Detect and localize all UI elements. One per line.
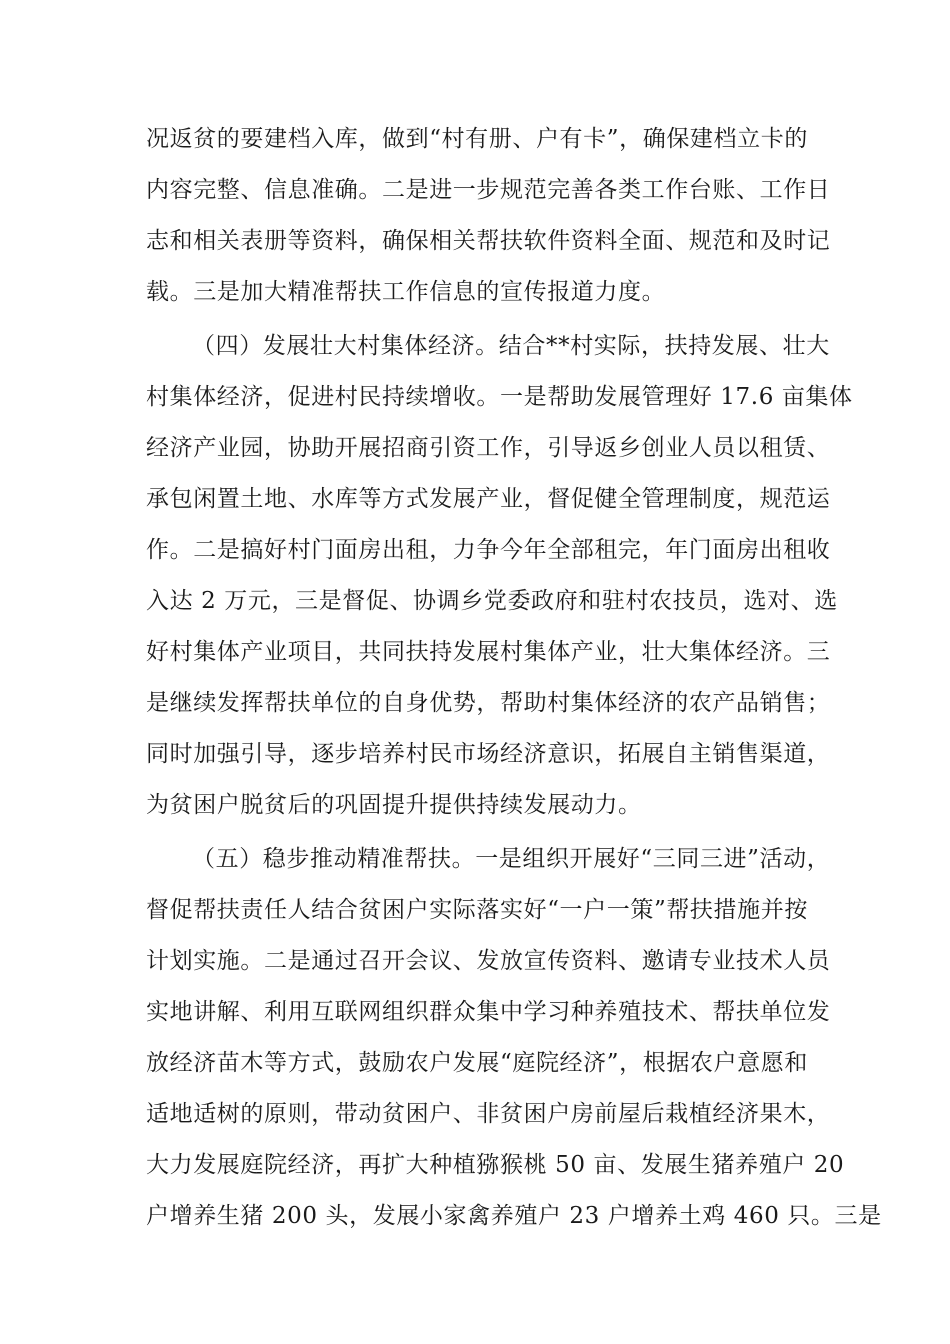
text-line: 经济产业园，协助开展招商引资工作，引导返乡创业人员以租赁、 xyxy=(146,435,831,461)
text-line: 作。二是搞好村门面房出租，力争今年全部租完，年门面房出租收 xyxy=(146,537,831,563)
text-line: 村集体经济，促进村民持续增收。一是帮助发展管理好 17.6 亩集体 xyxy=(146,384,853,410)
text-line: 适地适树的原则，带动贫困户、非贫困户房前屋后栽植经济果木， xyxy=(146,1101,831,1127)
text-line: 志和相关表册等资料，确保相关帮扶软件资料全面、规范和及时记 xyxy=(146,228,831,254)
text-line: 内容完整、信息准确。二是进一步规范完善各类工作台账、工作日 xyxy=(146,177,831,203)
text-line: 同时加强引导，逐步培养村民市场经济意识，拓展自主销售渠道， xyxy=(146,741,831,767)
text-line: 为贫困户脱贫后的巩固提升提供持续发展动力。 xyxy=(146,792,642,818)
text-line: 放经济苗木等方式，鼓励农户发展“庭院经济”，根据农户意愿和 xyxy=(146,1050,808,1076)
section-heading-line: （四）发展壮大村集体经济。结合**村实际，扶持发展、壮大 xyxy=(192,333,830,359)
text-line: 入达 2 万元，三是督促、协调乡党委政府和驻村农技员，选对、选 xyxy=(146,588,838,614)
text-line: 督促帮扶责任人结合贫困户实际落实好“一户一策”帮扶措施并按 xyxy=(146,897,808,923)
text-line: 户增养生猪 200 头，发展小家禽养殖户 23 户增养土鸡 460 只。三是 xyxy=(146,1203,882,1229)
text-line: 计划实施。二是通过召开会议、发放宣传资料、邀请专业技术人员 xyxy=(146,948,831,974)
text-line: 况返贫的要建档入库，做到“村有册、户有卡”，确保建档立卡的 xyxy=(146,126,808,152)
section-heading-line: （五）稳步推动精准帮扶。一是组织开展好“三同三进”活动， xyxy=(192,846,831,872)
text-line: 实地讲解、利用互联网组织群众集中学习种养殖技术、帮扶单位发 xyxy=(146,999,831,1025)
text-line: 是继续发挥帮扶单位的自身优势，帮助村集体经济的农产品销售； xyxy=(146,690,831,716)
text-line: 大力发展庭院经济，再扩大种植猕猴桃 50 亩、发展生猪养殖户 20 xyxy=(146,1152,845,1178)
text-line: 载。三是加大精准帮扶工作信息的宣传报道力度。 xyxy=(146,279,666,305)
text-line: 承包闲置土地、水库等方式发展产业，督促健全管理制度，规范运 xyxy=(146,486,831,512)
text-line: 好村集体产业项目，共同扶持发展村集体产业，壮大集体经济。三 xyxy=(146,639,831,665)
